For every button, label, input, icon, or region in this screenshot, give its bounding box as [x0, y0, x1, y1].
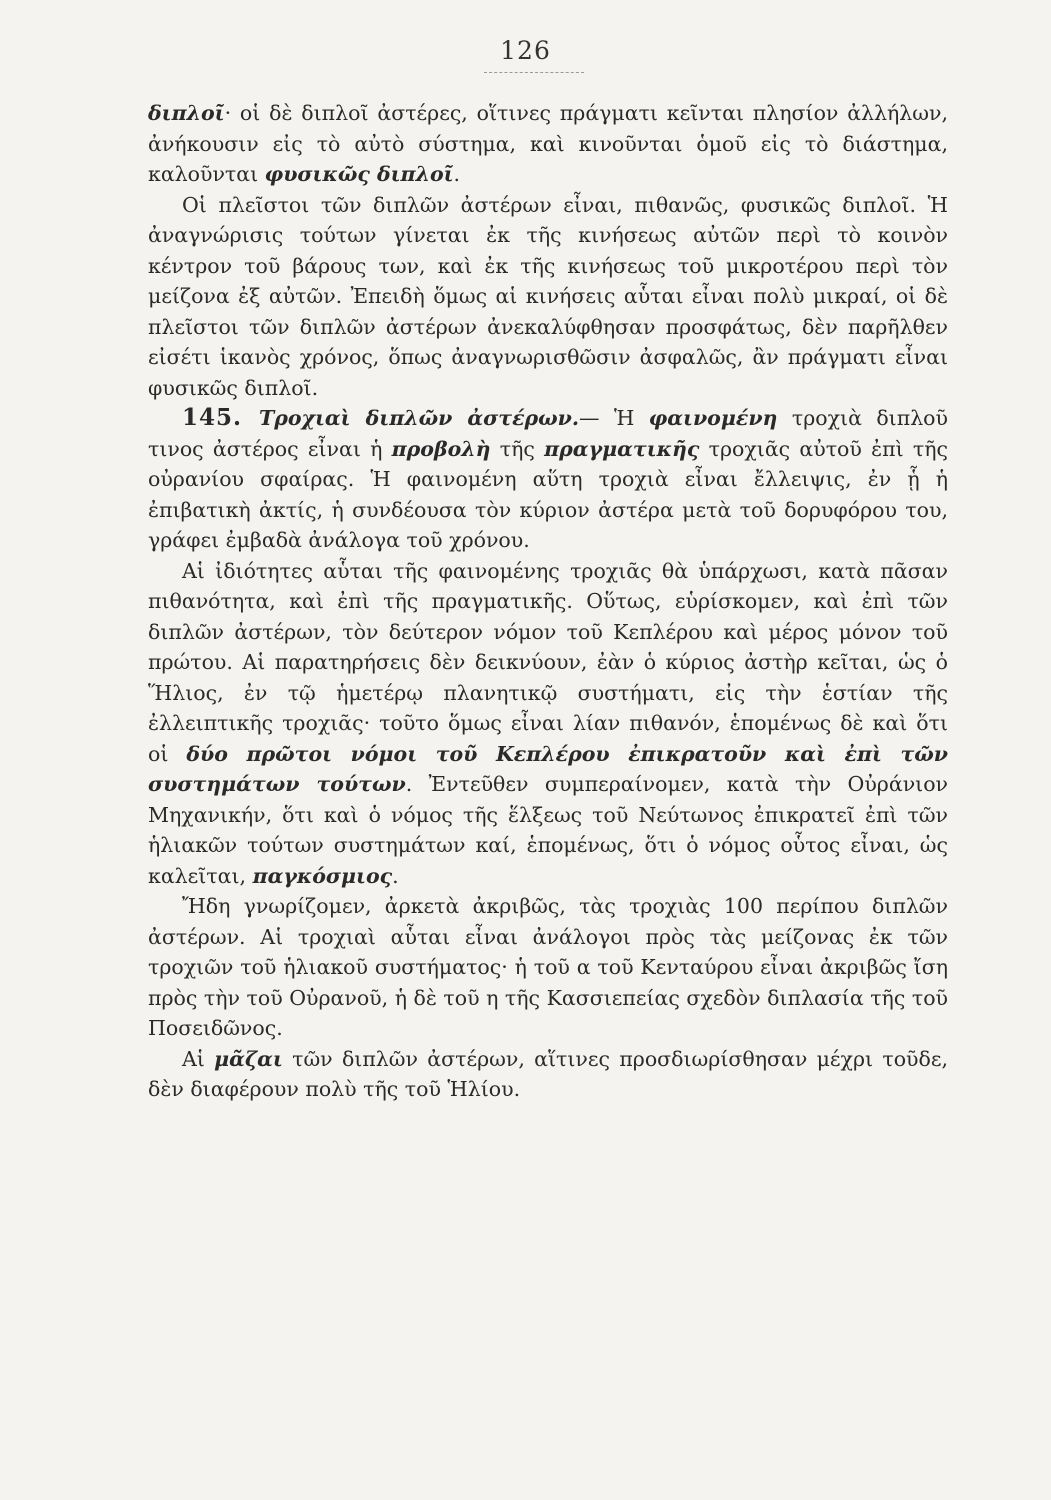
paragraph-p2: [148, 190, 948, 404]
text-run: . Ἐντεῦθεν συμπεραίνομεν, κατὰ τὴν Οὐράνιον Μηχανικήν, ὅτι καὶ ὁ νόμος τῆς ἕλξεως τοῦ Νεύτωνος ἐπικρατεῖ ἐπὶ τῶν ἡλιακῶν τούτων συστημάτων καί, ἑπομένως, ὅτι ὁ νόμος οὗτος εἶναι, ὡς καλεῖται,: [148, 772, 948, 888]
text-run: Οἱ πλεῖστοι τῶν διπλῶν ἀστέρων εἶναι, πιθανῶς, φυσικῶς διπλοῖ. Ἡ ἀναγνώρισις τούτων γίνεται ἐκ τῆς κινήσεως αὐτῶν περὶ τὸ κοινὸν κέντρον τοῦ βάρους των, καὶ ἐκ τῆς κινήσεως τοῦ μικροτέρου περὶ τὸν μείζονα ἐξ αὐτῶν. Ἐπειδὴ ὅμως αἱ κινήσεις αὗται εἶναι πολὺ μικραί, οἱ δὲ πλεῖστοι τῶν διπλῶν ἀστέρων ἀνεκαλύφθησαν προσφάτως, δὲν παρῆλθεν εἰσέτι ἱκανὸς χρόνος, ὅπως ἀναγνωρισθῶσιν ἀσφαλῶς, ἂν πράγματι εἶναι φυσικῶς διπλοῖ.: [148, 192, 948, 400]
italic-run: φυσικῶς διπλοῖ: [264, 162, 454, 186]
text-run: .: [453, 162, 461, 186]
section-number: 145.: [182, 404, 259, 431]
header-rule: [484, 72, 584, 73]
text-run: · οἱ δὲ διπλοῖ ἀστέρες, οἵτινες πράγματι κεῖνται πλησίον ἀλλήλων, ἀνήκουσιν εἰς τὸ αὐτὸ σύστημα, καὶ κινοῦνται ὁμοῦ εἰς τὸ διάστημα, καλοῦνται: [148, 101, 948, 186]
paragraph-p1: [148, 98, 948, 190]
italic-run: δύο πρῶτοι νόμοι τοῦ Κεπλέρου ἐπικρατοῦν καὶ ἐπὶ τῶν συστημάτων τούτων: [148, 741, 948, 796]
italic-run: προβολὴ: [391, 436, 491, 461]
body-text: [148, 98, 948, 1105]
paragraph-p3: [148, 403, 948, 556]
paragraph-p6: [148, 1044, 948, 1105]
italic-run: μᾶζαι: [214, 1046, 283, 1071]
paragraph-p5: [148, 891, 948, 1044]
paragraph-p4: [148, 556, 948, 892]
text-run: Ἤδη γνωρίζομεν, ἀρκετὰ ἀκριβῶς, τὰς τροχιὰς 100 περίπου διπλῶν ἀστέρων. Αἱ τροχιαὶ αὗται εἶναι ἀνάλογοι πρὸς τὰς μείζονας ἐκ τῶν τροχιῶν τοῦ ἡλιακοῦ συστήματος· ἡ τοῦ α τοῦ Κενταύρου εἶναι ἀκριβῶς ἴση πρὸς τὴν τοῦ Οὐρανοῦ, ἡ δὲ τοῦ η τῆς Κασσιεπείας σχεδὸν διπλασία τῆς τοῦ Ποσειδῶνος.: [148, 894, 948, 1040]
text-run: Αἱ: [182, 1046, 215, 1071]
text-run: τροχιὰ διπλοῦ τινος ἀστέρος εἶναι ἡ: [148, 406, 948, 461]
page-number: 126: [500, 36, 551, 65]
italic-run: παγκόσμιος: [252, 863, 393, 888]
italic-run: φαινομένη: [648, 406, 778, 430]
text-run: τῶν διπλῶν ἀστέρων, αἵτινες προσδιωρίσθησαν μέχρι τοῦδε, δὲν διαφέρουν πολὺ τῆς τοῦ Ἡλίου.: [148, 1046, 948, 1101]
text-run: τῆς: [490, 436, 545, 461]
text-run: .: [392, 863, 399, 888]
text-run: Αἱ ἰδιότητες αὗται τῆς φαινομένης τροχιᾶς θὰ ὑπάρχωσι, κατὰ πᾶσαν πιθανότητα, καὶ ἐπὶ τῆς πραγματικῆς. Οὕτως, εὑρίσκομεν, καὶ ἐπὶ τῶν διπλῶν ἀστέρων, τὸν δεύτερον νόμον τοῦ Κεπλέρου καὶ μέρος μόνον τοῦ πρώτου. Αἱ παρατηρήσεις δὲν δεικνύουν, ἐὰν ὁ κύριος ἀστὴρ κεῖται, ὡς ὁ Ἥλιος, ἐν τῷ ἡμετέρῳ πλανητικῷ συστήματι, εἰς τὴν ἑστίαν τῆς ἐλλειπτικῆς τροχιᾶς· τοῦτο ὅμως εἶναι λίαν πιθανόν, ἑπομένως δὲ καὶ ὅτι οἱ: [148, 558, 948, 766]
text-run: — Ἡ: [579, 406, 649, 430]
section-title: Τροχιαὶ διπλῶν ἀστέρων.: [258, 406, 580, 430]
italic-run: διπλοῖ: [148, 101, 225, 125]
italic-run: πραγματικῆς: [544, 436, 700, 461]
text-run: τροχιᾶς αὐτοῦ ἐπὶ τῆς οὐρανίου σφαίρας. Ἡ φαινομένη αὕτη τροχιὰ εἶναι ἔλλειψις, ἐν ᾗ ἡ ἐπιβατικὴ ἀκτίς, ἡ συνδέουσα τὸν κύριον ἀστέρα μετὰ τοῦ δορυφόρου του, γράφει ἐμβαδὰ ἀνάλογα τοῦ χρόνου.: [148, 436, 948, 552]
